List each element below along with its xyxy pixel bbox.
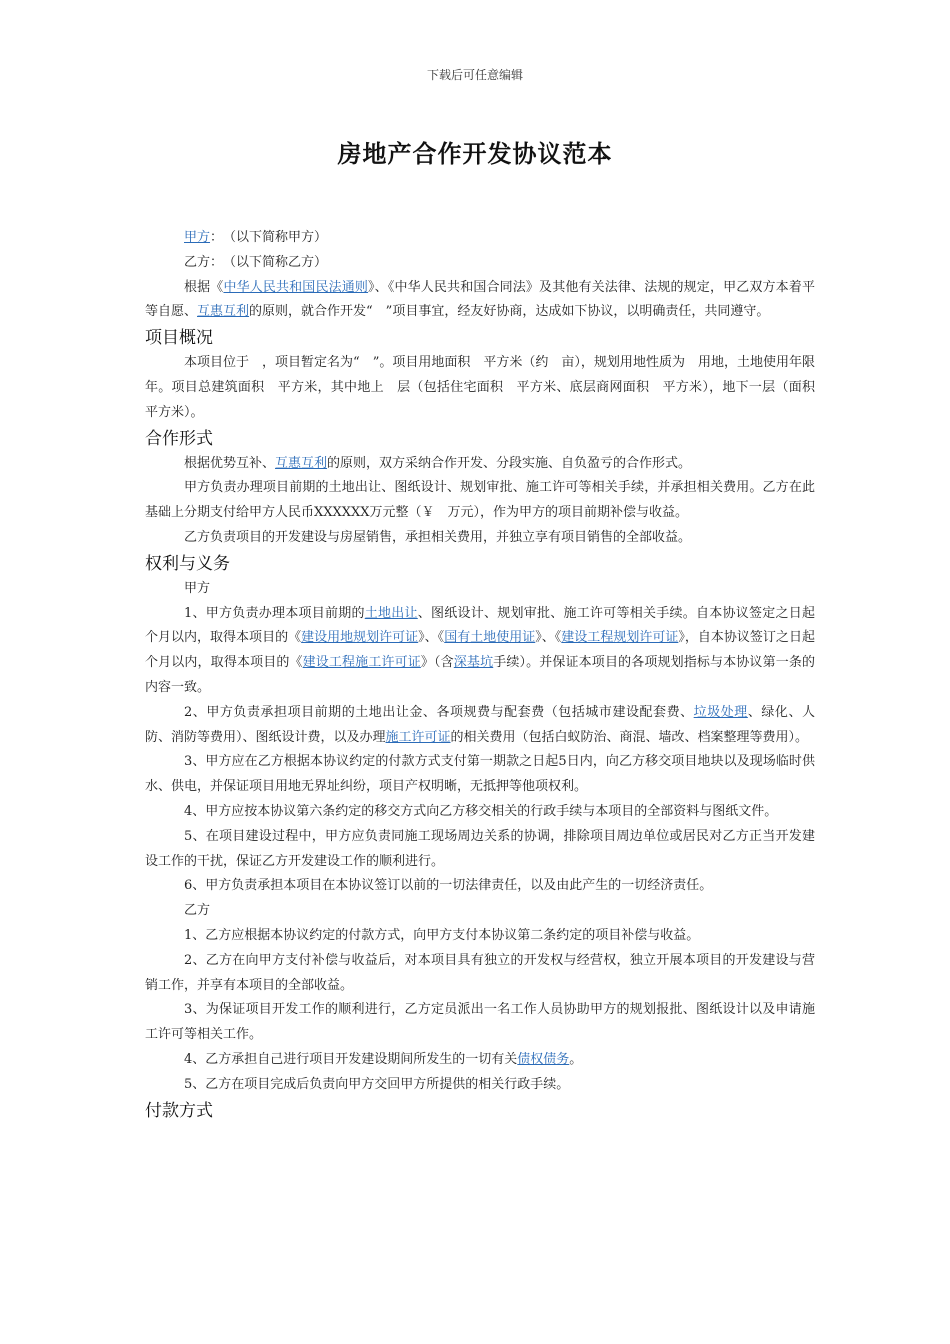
civil-law-link[interactable]: 中华人民共和国民法通则 [223, 279, 369, 295]
party-a-line [145, 226, 815, 251]
cooperation-paragraph-2: 甲方负责办理项目前期的土地出让、图纸设计、规划审批、施工许可等相关手续，并承担相关费用。乙方在此基础上分期支付给甲方人民币XXXXXX万元整（￥ 万元），作为甲方的项目前期补偿与收益。 [145, 480, 815, 521]
party-a-link[interactable]: 甲方 [184, 230, 211, 245]
party-a-clause-5: 5、在项目建设过程中，甲方应负责同施工现场周边关系的协调，排除项目周边单位或居民对乙方正当开发建设工作的干扰，保证乙方开发建设工作的顺利进行。 [145, 828, 815, 869]
text-span: 》、《中华人民共和国合同法》及其他有关法律、法规的规定，甲乙双方本着平等自愿、 [145, 279, 815, 320]
text-span: 根据优势互补、 [184, 455, 276, 471]
section-heading-rights: 权利与义务 [145, 553, 230, 574]
cooperation-paragraph-1 [145, 452, 815, 477]
party-b-clause-4 [145, 1048, 815, 1073]
mutual-benefit-link-2[interactable]: 互惠互利 [275, 455, 328, 471]
cooperation-paragraph-3: 乙方负责项目的开发建设与房屋销售，承担相关费用，并独立享有项目销售的全部收益。 [184, 529, 692, 545]
text-span: 》（含 [420, 655, 454, 671]
deep-foundation-link[interactable]: 深基坑 [453, 655, 494, 671]
text-span: 1、甲方负责办理本项目前期的 [184, 605, 365, 621]
party-a-clause-2 [145, 701, 815, 751]
text-span: 》、《 [535, 630, 562, 646]
land-transfer-link[interactable]: 土地出让 [364, 605, 418, 621]
text-span: 、图纸设计、规划审批、施工许可等相关手续。自本协议签定之日起 个月以内，取得本项目的《 [145, 605, 828, 646]
text-span: 。 [569, 1051, 583, 1067]
party-a-rest: ： （以下简称甲方） [210, 230, 328, 245]
text-span: 》、《 [418, 630, 445, 646]
text-span: 》，自本协议签订之日起 个月以内，取得本项目的《 [145, 630, 828, 671]
party-a-clause-1 [145, 602, 828, 701]
party-b-clause-5: 5、乙方在项目完成后负责向甲方交回甲方所提供的相关行政手续。 [184, 1076, 570, 1092]
text-span: 的相关费用（包括白蚁防治、商混、墙改、档案整理等费用）。 [450, 729, 809, 745]
section-heading-overview: 项目概况 [145, 328, 213, 349]
text-span: 的原则，双方采纳合作开发、分段实施、自负盈亏的合作形式。 [327, 455, 692, 471]
text-span: 4、乙方承担自己进行项目开发建设期间所发生的一切有关 [184, 1051, 518, 1067]
party-b-line: 乙方： （以下简称乙方） [184, 254, 328, 270]
page-title: 房地产合作开发协议范本 [337, 140, 613, 168]
document-body [145, 226, 829, 1124]
garbage-disposal-link[interactable]: 垃圾处理 [693, 704, 748, 720]
text-span: 手续）。并保证本项目的各项规划指标与本协议第一条的内容一致。 [145, 655, 815, 695]
section-heading-cooperation: 合作形式 [145, 428, 213, 449]
text-span: 2、甲方负责承担项目前期的土地出让金、各项规费与配套费（包括城市建设配套费、 [184, 704, 694, 720]
debts-link[interactable]: 债权债务 [517, 1051, 570, 1067]
text-span: 根据《 [184, 279, 224, 295]
construction-permit-link[interactable]: 建设工程施工许可证 [302, 655, 421, 671]
overview-paragraph: 本项目位于 ，项目暂定名为“ ”。项目用地面积 平方米（约 亩），规划用地性质为 用地，土地使用年限 年。项目总建筑面积 平方米，其中地上 层（包括住宅面积 平方米、底层商网面积 平方米），地下一层（面积 平方米）。 [145, 355, 829, 420]
land-planning-permit-link[interactable]: 建设用地规划许可证 [301, 630, 419, 646]
party-b-clause-2: 2、乙方在向甲方支付补偿与收益后，对本项目具有独立的开发权与经营权，独立开展本项目的开发建设与营销工作，并享有本项目的全部收益。 [145, 952, 815, 993]
work-permit-link[interactable]: 施工许可证 [385, 729, 451, 745]
party-a-subheading: 甲方 [184, 580, 211, 596]
mutual-benefit-link[interactable]: 互惠互利 [197, 304, 250, 320]
party-a-clause-6: 6、甲方负责承担本项目在本协议签订以前的一切法律责任，以及由此产生的一切经济责任。 [184, 878, 713, 894]
project-planning-permit-link[interactable]: 建设工程规划许可证 [561, 630, 679, 646]
land-use-certificate-link[interactable]: 国有土地使用证 [444, 630, 536, 646]
party-a-clause-4: 4、甲方应按本协议第六条约定的移交方式向乙方移交相关的行政手续与本项目的全部资料与图纸文件。 [184, 803, 778, 819]
party-a-clause-3: 3、甲方应在乙方根据本协议约定的付款方式支付第一期款之日起5日内，向乙方移交项目地块以及现场临时供水、供电，并保证项目用地无界址纠纷，项目产权明晰，无抵押等他项权利。 [145, 754, 815, 795]
party-b-clause-1: 1、乙方应根据本协议约定的付款方式，向甲方支付本协议第二条约定的项目补偿与收益。 [184, 927, 700, 943]
party-b-subheading: 乙方 [184, 903, 211, 919]
text-span: 的原则，就合作开发“ ”项目事宜，经友好协商，达成如下协议，以明确责任，共同遵守。 [249, 304, 770, 320]
text-span: 、绿化、人防、消防等费用）、图纸设计费，以及办理 [145, 704, 815, 745]
preamble-paragraph [145, 276, 815, 326]
section-heading-payment: 付款方式 [145, 1100, 213, 1121]
header-note: 下载后可任意编辑 [426, 68, 523, 82]
party-b-clause-3: 3、为保证项目开发工作的顺利进行，乙方定员派出一名工作人员协助甲方的规划报批、图纸设计以及申请施工许可等相关工作。 [145, 1002, 815, 1043]
